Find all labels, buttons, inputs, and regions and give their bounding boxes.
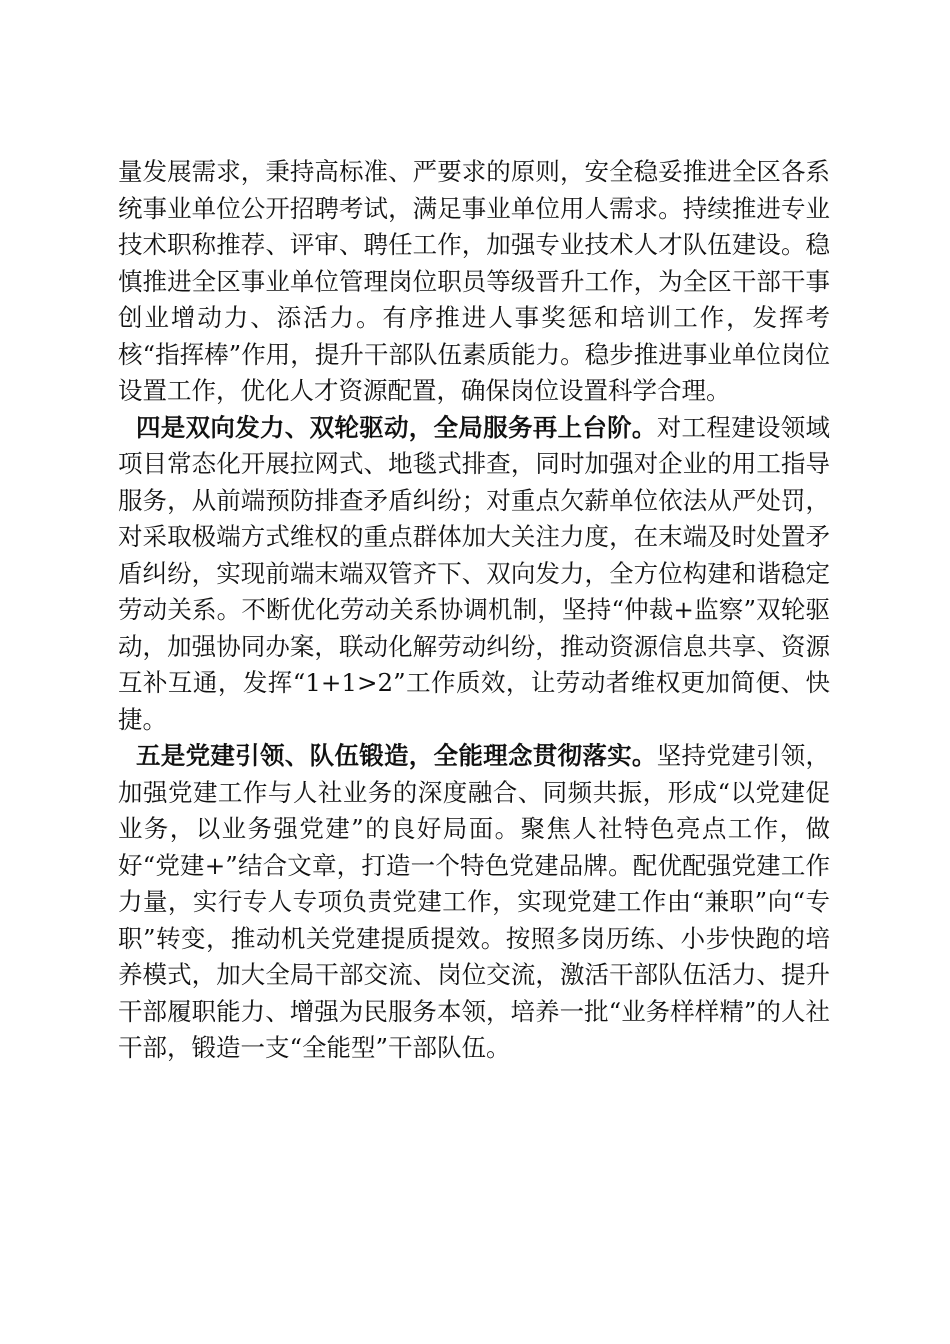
- paragraph-lead: 五是党建引领、队伍锻造，全能理念贯彻落实。: [136, 741, 657, 770]
- document-body: [118, 154, 830, 1067]
- paragraph-body: 量发展需求，秉持高标准、严要求的原则，安全稳妥推进全区各系统事业单位公开招聘考试，满足事业单位用人需求。持续推进专业技术职称推荐、评审、聘任工作，加强专业技术人才队伍建设。稳慎推进全区事业单位管理岗位职员等级晋升工作，为全区干部干事创业增动力、添活力。有序推进人事奖惩和培训工作，发挥考核“指挥棒”作用，提升干部队伍素质能力。稳步推进事业单位岗位设置工作，优化人才资源配置，确保岗位设置科学合理。: [118, 157, 830, 405]
- paragraph-item-four: [118, 410, 830, 739]
- paragraph-continuation: [118, 154, 830, 410]
- paragraph-body: 坚持党建引领，加强党建工作与人社业务的深度融合、同频共振，形成“以党建促业务，以业务强党建”的良好局面。聚焦人社特色亮点工作，做好“党建+”结合文章，打造一个特色党建品牌。配优配强党建工作力量，实行专人专项负责党建工作，实现党建工作由“兼职”向“专职”转变，推动机关党建提质提效。按照多岗历练、小步快跑的培养模式，加大全局干部交流、岗位交流，激活干部队伍活力、提升干部履职能力、增强为民服务本领，培养一批“业务样样精”的人社干部，锻造一支“全能型”干部队伍。: [118, 741, 831, 1062]
- paragraph-lead: 四是双向发力、双轮驱动，全局服务再上台阶。: [136, 412, 657, 442]
- paragraph-item-five: [118, 738, 830, 1067]
- paragraph-body: 对工程建设领域项目常态化开展拉网式、地毯式排查，同时加强对企业的用工指导服务，从前端预防排查矛盾纠纷；对重点欠薪单位依法从严处罚，对采取极端方式维权的重点群体加大关注力度，在末端及时处置矛盾纠纷，实现前端末端双管齐下、双向发力，全方位构建和谐稳定劳动关系。不断优化劳动关系协调机制，坚持“仲裁+监察”双轮驱动，加强协同办案，联动化解劳动纠纷，推动资源信息共享、资源互补互通，发挥“1+1>2”工作质效，让劳动者维权更加简便、快捷。: [118, 412, 831, 734]
